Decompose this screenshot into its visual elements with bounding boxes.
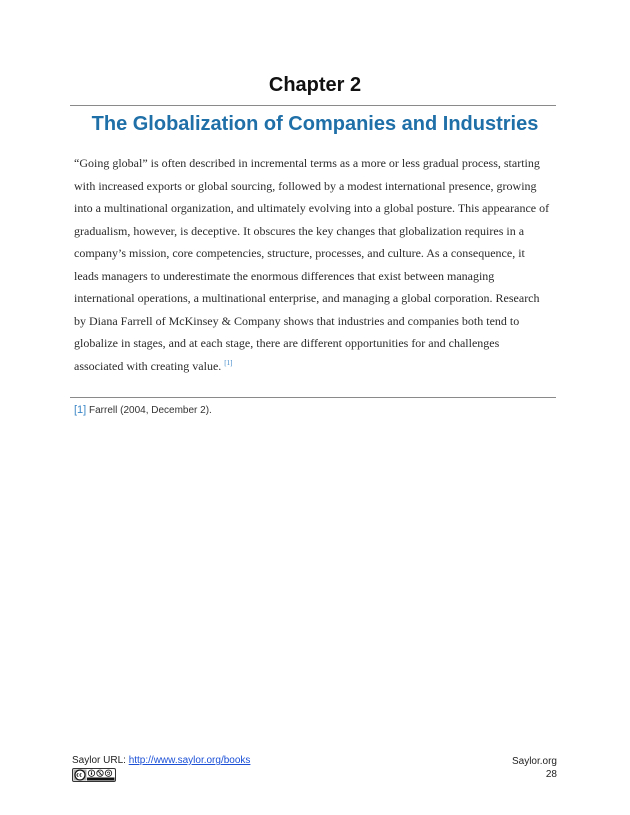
footer-url-link[interactable]: http://www.saylor.org/books bbox=[128, 755, 251, 766]
page-number: 28 bbox=[545, 769, 557, 780]
footnote-number[interactable]: [1] bbox=[74, 404, 87, 416]
body-paragraph bbox=[74, 152, 550, 377]
footer-url-label: Saylor URL: bbox=[72, 755, 126, 766]
footnote bbox=[74, 404, 212, 416]
header-divider bbox=[70, 105, 556, 106]
paragraph-text: “Going global” is often described in incremental terms as a more or less gradual process, starting with increased exports or global sourcing, followed by a modest international presence, growing into a multinational organization, and ultimately evolving into a global posture. This appearance of gradualism, however, is deceptive. It obscures the key changes that globalization requires in a company’s mission, core competencies, structure, processes, and culture. As a consequence, it leads managers to underestimate the enormous differences that exist between managing international operations, a multinational enterprise, and managing a global corporation. Research by Diana Farrell of McKinsey & Company shows that industries and companies both tend to globalize in stages, and at each stage, there are different opportunities for and challenges associated with creating value. bbox=[74, 156, 550, 373]
footer-site: Saylor.org bbox=[511, 756, 557, 767]
footer-url-block bbox=[72, 755, 250, 766]
footnote-reference-link[interactable]: [1] bbox=[224, 358, 233, 367]
chapter-title: The Globalization of Companies and Industries bbox=[91, 113, 539, 135]
chapter-heading: Chapter 2 bbox=[268, 74, 362, 96]
footnote-text: Farrell (2004, December 2). bbox=[89, 405, 212, 416]
cc-by-nc-sa-icon[interactable] bbox=[72, 768, 116, 782]
footnote-divider bbox=[70, 397, 556, 398]
footer-right-block bbox=[512, 755, 557, 781]
